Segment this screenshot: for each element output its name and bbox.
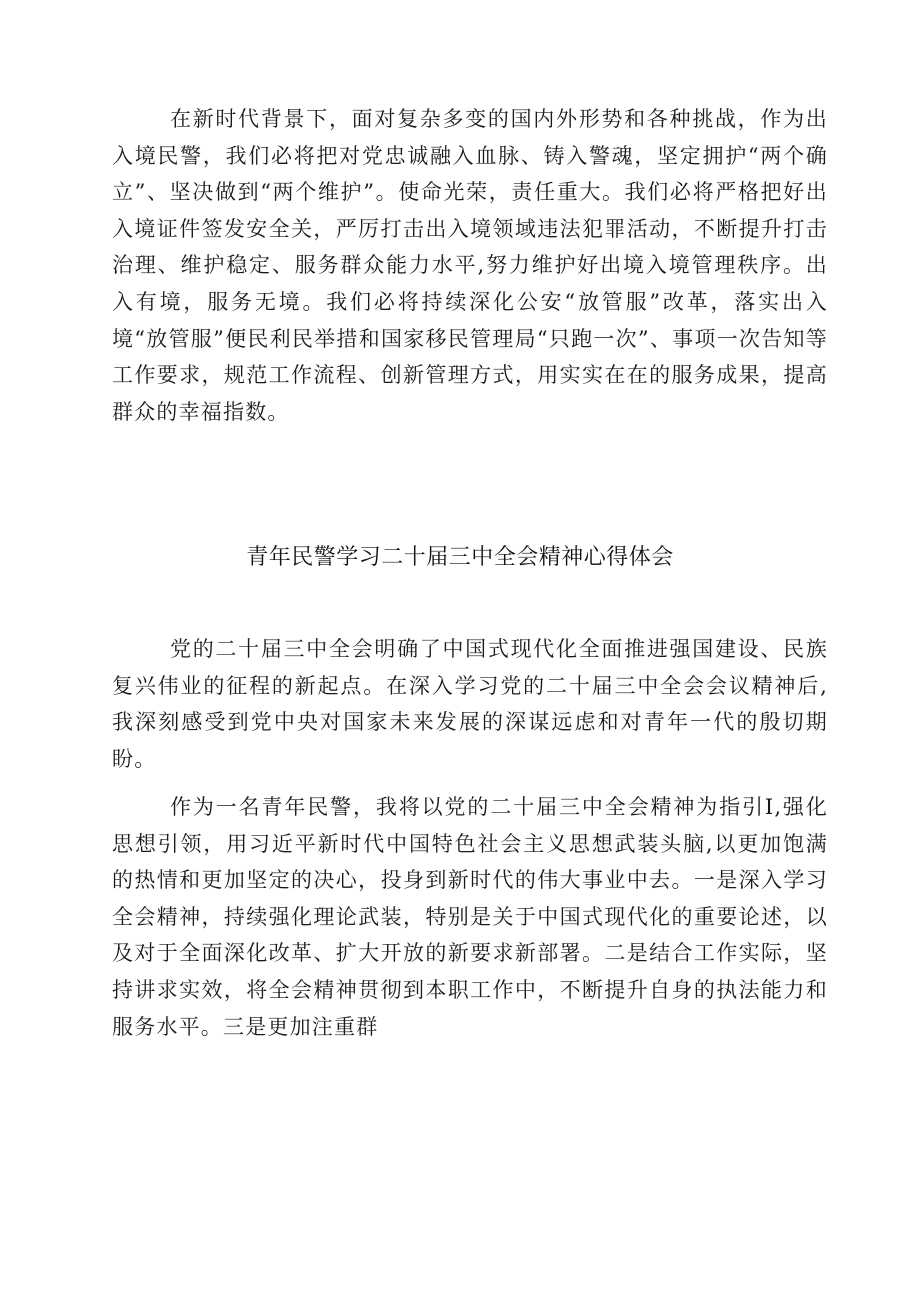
body-paragraph-1: 在新时代背景下，面对复杂多变的国内外形势和各种挑战，作为出入境民警，我们必将把对党忠诚融入血脉、铸入警魂，坚定拥护“两个确立”、坚决做到“两个维护”。使命光荣，责任重大。我们必将严格把好出入境证件签发安全关，严厉打击出入境领域违法犯罪活动，不断提升打击治理、维护稳定、服务群众能力水平,努力维护好出境入境管理秩序。出入有境，服务无境。我们必将持续深化公安“放管服”改革，落实出入境“放管服”便民利民举措和国家移民管理局“只跑一次”、事项一次告知等工作要求，规范工作流程、创新管理方式，用实实在在的服务成果，提高群众的幸福指数。 [112, 107, 828, 424]
body-paragraph-3: 作为一名青年民警，我将以党的二十届三中全会精神为指引I,强化思想引领，用习近平新时代中国特色社会主义思想武装头脑,以更加饱满的热情和更加坚定的决心，投身到新时代的伟大事业中去。一是深入学习全会精神，持续强化理论武装，特别是关于中国式现代化的重要论述，以及对于全面深化改革、扩大开放的新要求新部署。二是结合工作实际，坚持讲求实效，将全会精神贯彻到本职工作中，不断提升自身的执法能力和服务水平。三是更加注重群 [112, 795, 828, 1039]
body-paragraph-2: 党的二十届三中全会明确了中国式现代化全面推进强国建设、民族复兴伟业的征程的新起点。在深入学习党的二十届三中全会会议精神后,我深刻感受到党中央对国家未来发展的深谋远虑和对青年一代的殷切期盼。 [112, 637, 828, 771]
section-heading: 青年民警学习二十届三中全会精神心得体会 [246, 545, 674, 570]
